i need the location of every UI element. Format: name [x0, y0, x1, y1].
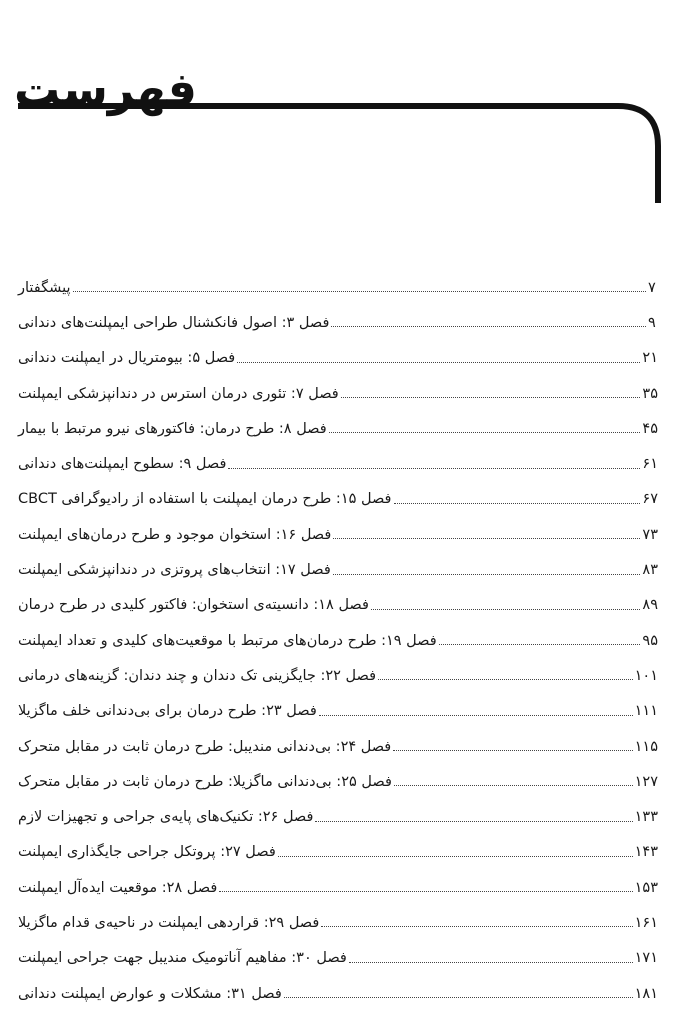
toc-leader-dots — [73, 279, 647, 292]
toc-entry-page: ۸۳ — [642, 562, 658, 579]
table-of-contents — [16, 270, 658, 1011]
toc-leader-dots — [315, 809, 632, 822]
toc-entry-page: ۴۵ — [642, 420, 658, 437]
toc-entry[interactable] — [16, 376, 658, 411]
toc-entry[interactable] — [16, 588, 658, 623]
toc-entry-page: ۲۱ — [642, 350, 658, 367]
toc-entry-title: فصل ۹: سطوح ایمپلنت‌های دندانی — [18, 456, 227, 473]
toc-entry[interactable] — [16, 870, 658, 905]
toc-leader-dots — [228, 456, 640, 469]
toc-entry-page: ۶۷ — [642, 491, 658, 508]
toc-entry-page: ۱۶۱ — [634, 914, 658, 931]
title-rule — [18, 103, 676, 203]
toc-entry-title: پیشگفتار — [18, 279, 71, 296]
toc-entry-page: ۱۳۳ — [634, 809, 658, 826]
toc-entry-page: ۷۳ — [642, 526, 658, 543]
toc-entry[interactable] — [16, 835, 658, 870]
toc-entry-page: ۸۹ — [642, 597, 658, 614]
toc-entry-title: فصل ۳: اصول فانکشنال طراحی ایمپلنت‌های دندانی — [18, 314, 330, 331]
toc-entry[interactable] — [16, 517, 658, 552]
toc-entry-title: فصل ۲۷: پروتکل جراحی جایگذاری ایمپلنت — [18, 844, 276, 861]
toc-entry-title: فصل ۵: بیومتریال در ایمپلنت دندانی — [18, 350, 236, 367]
toc-leader-dots — [331, 314, 646, 327]
toc-entry-title: فصل ۲۶: تکنیک‌های پایه‌ی جراحی و تجهیزات لازم — [18, 809, 314, 826]
toc-entry-title: فصل ۱۷: انتخاب‌های پروتزی در دندانپزشکی ایمپلنت — [18, 562, 331, 579]
toc-entry[interactable] — [16, 552, 658, 587]
toc-entry[interactable] — [16, 341, 658, 376]
toc-entry[interactable] — [16, 941, 658, 976]
toc-entry[interactable] — [16, 799, 658, 834]
toc-leader-dots — [219, 879, 632, 892]
toc-entry[interactable] — [16, 976, 658, 1011]
toc-leader-dots — [278, 844, 633, 857]
toc-leader-dots — [371, 597, 640, 610]
toc-entry-title: فصل ۳۰: مفاهیم آناتومیک مندیبل جهت جراحی ایمپلنت — [18, 950, 347, 967]
toc-entry-title: فصل ۱۸: دانسیته‌ی استخوان: فاکتور کلیدی در طرح درمان — [18, 597, 369, 614]
toc-entry-page: ۱۴۳ — [634, 844, 658, 861]
toc-entry-page: ۱۱۱ — [634, 703, 658, 720]
page-title: فهرست — [14, 61, 198, 116]
toc-entry-title: فصل ۲۵: بی‌دندانی ماگزیلا: طرح درمان ثابت در مقابل متحرک — [18, 773, 392, 790]
toc-entry-page: ۹۵ — [642, 632, 658, 649]
toc-entry[interactable] — [16, 623, 658, 658]
toc-entry-title: فصل ۱۶: استخوان موجود و طرح درمان‌های ایمپلنت — [18, 526, 332, 543]
toc-leader-dots — [393, 738, 632, 751]
toc-entry-title: فصل ۲۹: قراردهی ایمپلنت در ناحیه‌ی قدام ماگزیلا — [18, 914, 320, 931]
toc-entry-page: ۱۰۱ — [634, 667, 658, 684]
toc-entry-page: ۱۵۳ — [634, 879, 658, 896]
toc-entry[interactable] — [16, 305, 658, 340]
toc-leader-dots — [378, 667, 633, 680]
toc-entry-title: فصل ۷: تئوری درمان استرس در دندانپزشکی ایمپلنت — [18, 385, 339, 402]
toc-leader-dots — [394, 773, 633, 786]
toc-entry[interactable] — [16, 764, 658, 799]
toc-entry-page: ۷ — [648, 279, 656, 296]
toc-leader-dots — [319, 703, 633, 716]
toc-leader-dots — [284, 985, 633, 998]
toc-entry-title: فصل ۱۹: طرح درمان‌های مرتبط با موقعیت‌های کلیدی و تعداد ایمپلنت — [18, 632, 437, 649]
toc-entry[interactable] — [16, 729, 658, 764]
toc-entry[interactable] — [16, 411, 658, 446]
toc-entry-page: ۱۲۷ — [634, 773, 658, 790]
toc-entry-page: ۱۱۵ — [634, 738, 658, 755]
toc-entry[interactable] — [16, 482, 658, 517]
toc-leader-dots — [394, 491, 641, 504]
toc-entry[interactable] — [16, 270, 658, 305]
toc-leader-dots — [237, 350, 640, 363]
toc-entry[interactable] — [16, 446, 658, 481]
toc-entry-title: فصل ۲۸: موقعیت ایده‌آل ایمپلنت — [18, 879, 218, 896]
toc-leader-dots — [349, 950, 633, 963]
toc-entry-page: ۹ — [648, 314, 656, 331]
toc-leader-dots — [329, 420, 641, 433]
toc-entry-title: فصل ۳۱: مشکلات و عوارض ایمپلنت دندانی — [18, 985, 282, 1002]
toc-leader-dots — [333, 526, 640, 539]
toc-entry-title: فصل ۲۴: بی‌دندانی مندیبل: طرح درمان ثابت در مقابل متحرک — [18, 738, 392, 755]
toc-entry[interactable] — [16, 658, 658, 693]
toc-entry-page: ۶۱ — [642, 456, 658, 473]
toc-leader-dots — [439, 632, 641, 645]
toc-entry-page: ۱۸۱ — [634, 985, 658, 1002]
toc-leader-dots — [321, 914, 632, 927]
toc-entry[interactable] — [16, 905, 658, 940]
toc-entry-page: ۱۷۱ — [634, 950, 658, 967]
toc-entry-title: فصل ۸: طرح درمان: فاکتورهای نیرو مرتبط با بیمار — [18, 420, 327, 437]
toc-leader-dots — [341, 385, 641, 398]
toc-entry-title: فصل ۲۳: طرح درمان برای بی‌دندانی خلف ماگزیلا — [18, 703, 317, 720]
toc-entry[interactable] — [16, 694, 658, 729]
toc-entry-title: فصل ۱۵: طرح درمان ایمپلنت با استفاده از رادیوگرافی CBCT — [18, 491, 392, 508]
toc-entry-title: فصل ۲۲: جایگزینی تک دندان و چند دندان: گزینه‌های درمانی — [18, 667, 377, 684]
toc-leader-dots — [333, 562, 641, 575]
toc-entry-page: ۳۵ — [642, 385, 658, 402]
